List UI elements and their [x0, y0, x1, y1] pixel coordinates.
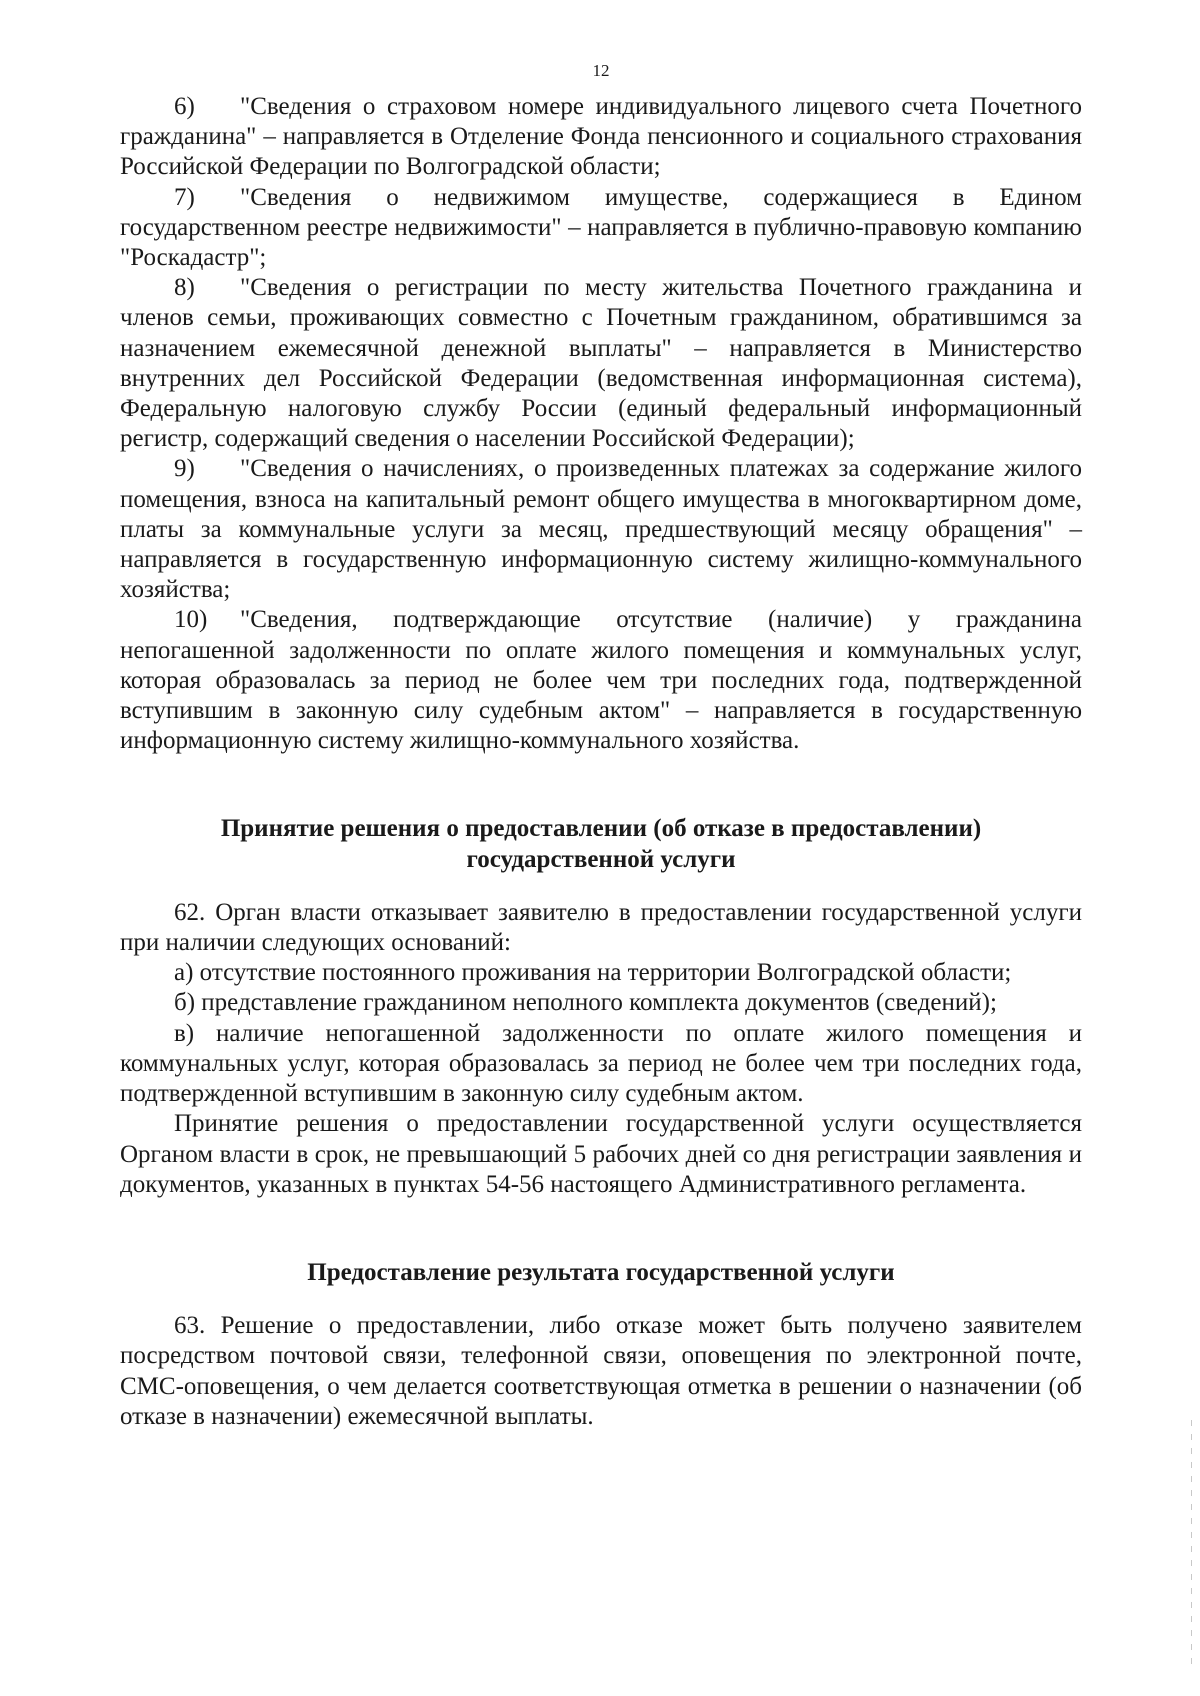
list-item-text: "Сведения о начислениях, о произведенных платежах за содержание жилого помещения, взноса на капитальный ремонт общего имущества в многоквартирном доме, платы за коммунальные услуги за месяц, предшествующий месяцу обращения" – направляется в государственную информационную систему жилищно-коммунального хозяйства; — [120, 455, 1082, 604]
document-page — [120, 60, 1082, 1432]
list-item-6 — [120, 92, 1082, 183]
paragraph-62: 62. Орган власти отказывает заявителю в предоставлении государственной услуги при наличии следующих оснований: — [120, 898, 1082, 957]
decision-paragraph: Принятие решения о предоставлении государственной услуги осуществляется Органом власти в срок, не превышающий 5 рабочих дней со дня регистрации заявления и документов, указанных в пунктах 54-56 настоящего Административного регламента. — [120, 1110, 1082, 1198]
heading-line-2: государственной услуги — [466, 845, 736, 873]
list-item-8 — [120, 273, 1082, 454]
reason-v: в) наличие непогашенной задолженности по оплате жилого помещения и коммунальных услуг, которая образовалась за период не более чем три последних года, подтвержденной вступившим в законную силу судебным актом. — [120, 1019, 1082, 1108]
list-item-text: "Сведения о регистрации по месту жительства Почетного гражданина и членов семьи, проживающих совместно с Почетным гражданином, обратившимся за назначением ежемесячной денежной выплаты" – направляется в Министерство внутренних дел Российской Федерации (ведомственная информационная система), Федеральную налоговую службу России (единый федеральный информационный регистр, содержащий сведения о населении Российской Федерации); — [120, 274, 1082, 453]
list-item-text: "Сведения, подтверждающие отсутствие (наличие) у гражданина непогашенной задолженности по оплате жилого помещения и коммунальных услуг, которая образовалась за период не более чем три последних года, подтвержденной вступившим в законную силу судебным актом" – направляется в государственную информационную систему жилищно-коммунального хозяйства. — [120, 606, 1082, 755]
list-item-10 — [120, 605, 1082, 756]
scan-edge-mark — [1191, 1420, 1192, 1670]
list-item-number: 6) — [174, 93, 195, 120]
page-number: 12 — [592, 61, 610, 80]
list-item-9 — [120, 454, 1082, 605]
list-item-number: 7) — [174, 183, 195, 211]
section-heading-result: Предоставление результата государственной услуги — [307, 1258, 895, 1286]
list-item-7 — [120, 183, 1082, 274]
reason-a: а) отсутствие постоянного проживания на территории Волгоградской области; — [174, 959, 1012, 987]
paragraph-63: 63. Решение о предоставлении, либо отказе может быть получено заявителем посредством почтовой связи, телефонной связи, оповещения по электронной почте, СМС-оповещения, о чем делается соответствующая отметка в решении о назначении (об отказе в назначении) ежемесячной выплаты. — [120, 1312, 1082, 1430]
reason-b: б) представление гражданином неполного комплекта документов (сведений); — [174, 989, 997, 1017]
list-item-number: 9) — [174, 455, 195, 483]
list-item-number: 10) — [174, 606, 208, 634]
section-heading-decision — [120, 814, 1082, 874]
list-item-number: 8) — [174, 274, 195, 302]
heading-line-1: Принятие решения о предоставлении (об отказе в предоставлении) — [220, 815, 982, 843]
list-item-text: "Сведения о недвижимом имуществе, содержащиеся в Едином государственном реестре недвижимости" – направляется в публично-правовую компанию "Роскадастр"; — [120, 183, 1082, 272]
list-item-text: "Сведения о страховом номере индивидуального лицевого счета Почетного гражданина" – направляется в Отделение Фонда пенсионного и социального страхования Российской Федерации по Волгоградской области; — [120, 93, 1082, 181]
